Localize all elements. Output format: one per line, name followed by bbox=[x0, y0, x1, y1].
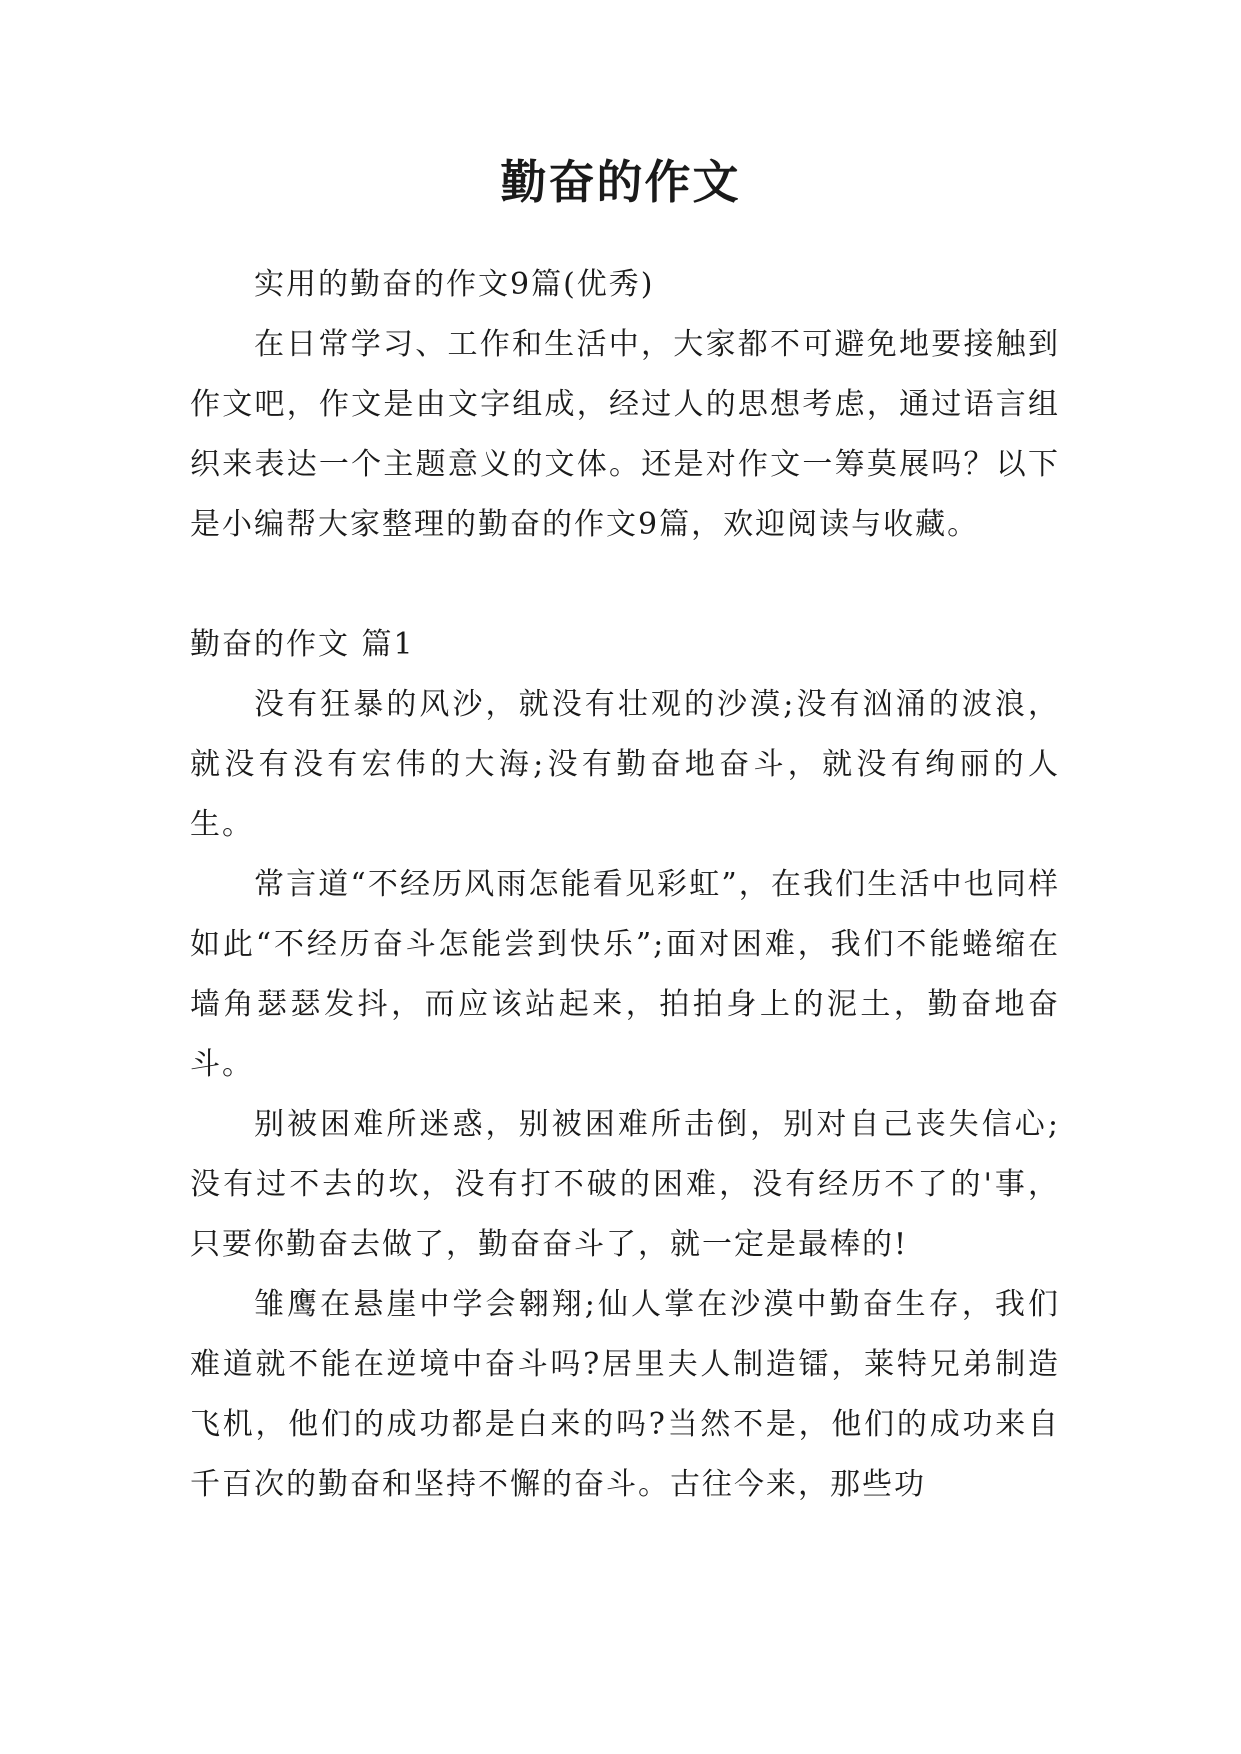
intro-paragraph: 在日常学习、工作和生活中，大家都不可避免地要接触到作文吧，作文是由文字组成，经过人的思想考虑，通过语言组织来表达一个主题意义的文体。还是对作文一筹莫展吗？以下是小编帮大家整理的勤奋的作文9篇，欢迎阅读与收藏。 bbox=[190, 327, 1060, 542]
body-paragraph: 雏鹰在悬崖中学会翱翔;仙人掌在沙漠中勤奋生存，我们难道就不能在逆境中奋斗吗?居里夫人制造镭，莱特兄弟制造飞机，他们的成功都是白来的吗?当然不是，他们的成功来自千百次的勤奋和坚持不懈的奋斗。古往今来，那些功 bbox=[190, 1287, 1060, 1502]
body-paragraph: 没有狂暴的风沙，就没有壮观的沙漠;没有汹涌的波浪，就没有没有宏伟的大海;没有勤奋地奋斗，就没有绚丽的人生。 bbox=[190, 687, 1060, 842]
document-subtitle: 实用的勤奋的作文9篇(优秀) bbox=[254, 267, 655, 302]
document-body bbox=[190, 255, 1060, 1515]
body-paragraph: 常言道“不经历风雨怎能看见彩虹”，在我们生活中也同样如此“不经历奋斗怎能尝到快乐”;面对困难，我们不能蜷缩在墙角瑟瑟发抖，而应该站起来，拍拍身上的泥土，勤奋地奋斗。 bbox=[190, 867, 1060, 1082]
body-paragraph: 别被困难所迷惑，别被困难所击倒，别对自己丧失信心;没有过不去的坎，没有打不破的困难，没有经历不了的'事，只要你勤奋去做了，勤奋奋斗了，就一定是最棒的! bbox=[190, 1107, 1060, 1262]
section-heading: 勤奋的作文 篇1 bbox=[190, 627, 415, 662]
document-title: 勤奋的作文 bbox=[500, 155, 741, 209]
